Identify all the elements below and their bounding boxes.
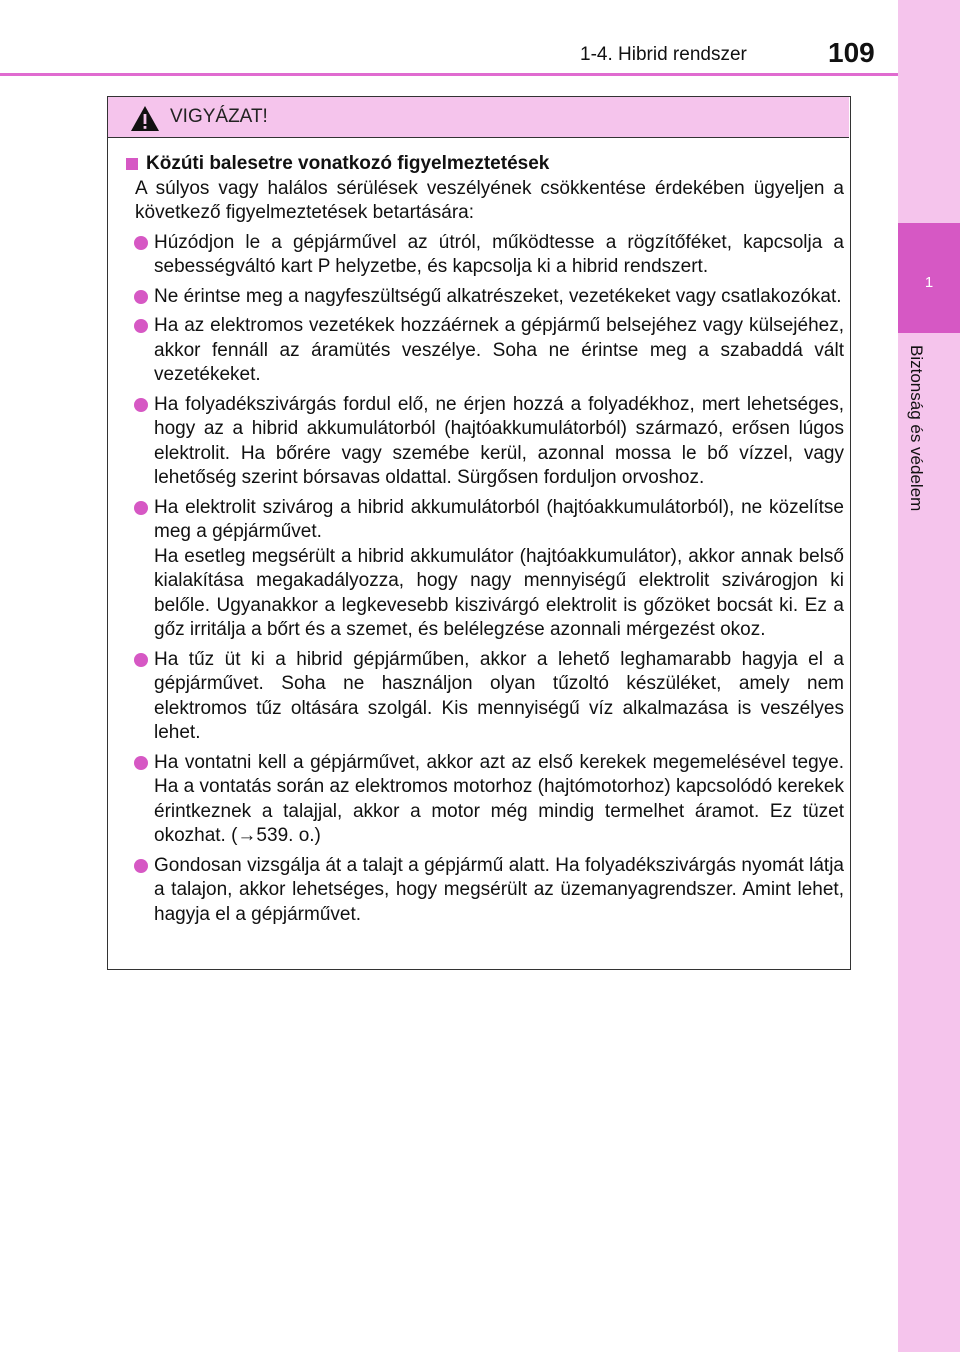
warning-bullet-item bbox=[126, 231, 844, 280]
warning-bullet-text bbox=[154, 854, 844, 928]
round-bullet-icon bbox=[134, 398, 148, 412]
warning-heading bbox=[126, 152, 844, 177]
warning-triangle-icon bbox=[130, 105, 160, 132]
warning-bullet-text bbox=[154, 314, 844, 388]
square-bullet-icon bbox=[126, 158, 138, 170]
warning-bullet-paragraph: Húzódjon le a gépjárművel az útról, működtesse a rögzítőféket, kapcsolja a sebességváltó kart P helyzetbe, és kapcsolja ki a hibrid rendszert. bbox=[154, 231, 844, 277]
warning-bullet-paragraph: Ha elektrolit szivárog a hibrid akkumulátorból (hajtóakkumulátorból), ne közelítse meg a gépjárművet. bbox=[154, 496, 844, 542]
warning-bullet-paragraph: Ha tűz üt ki a hibrid gépjárműben, akkor a lehető leghamarabb hagyja el a gépjárművet. Soha ne használjon olyan tűzoltó készüléket, amely nem elektromos tűz oltására szolgál. Kis mennyiségű víz alkalmazása is veszélyes lehet. bbox=[154, 648, 844, 743]
warning-bullet-paragraph: Ha az elektromos vezetékek hozzáérnek a gépjármű belsejéhez vagy külsejéhez, akkor fennáll az áramütés veszélye. Soha ne érintse meg a szabaddá vált vezetékeket. bbox=[154, 315, 844, 385]
section-title: 1-4. Hibrid rendszer bbox=[580, 44, 747, 65]
warning-bullet-item bbox=[126, 393, 844, 491]
warning-bullet-item bbox=[126, 751, 844, 849]
header-rule bbox=[0, 73, 898, 76]
warning-bullet-text bbox=[154, 648, 844, 746]
round-bullet-icon bbox=[134, 859, 148, 873]
warning-bullet-text bbox=[154, 496, 844, 643]
round-bullet-icon bbox=[134, 236, 148, 250]
warning-header bbox=[108, 97, 849, 138]
round-bullet-icon bbox=[134, 290, 148, 304]
warning-bullet-text bbox=[154, 751, 844, 849]
warning-bullet-list bbox=[126, 231, 844, 928]
warning-bullet-paragraph: Gondosan vizsgálja át a talajt a gépjármű alatt. Ha folyadékszivárgás nyomát látja a talajon, akkor lehetséges, hogy megsérült az üzemanyagrendszer. Amint lehet, hagyja el a gépjárművet. bbox=[154, 854, 844, 925]
chapter-title: Biztonság és védelem bbox=[907, 345, 926, 512]
warning-bullet-item bbox=[126, 285, 844, 310]
warning-bullet-paragraph: Ne érintse meg a nagyfeszültségű alkatrészeket, vezetékeket vagy csatlakozókat. bbox=[154, 285, 842, 307]
warning-bullet-item bbox=[126, 854, 844, 928]
warning-box bbox=[107, 96, 851, 970]
warning-bullet-item bbox=[126, 648, 844, 746]
warning-bullet-text bbox=[154, 393, 844, 491]
warning-bullet-item bbox=[126, 496, 844, 643]
round-bullet-icon bbox=[134, 501, 148, 515]
chapter-side-tab bbox=[898, 0, 960, 1352]
warning-bullet-paragraph: Ha esetleg megsérült a hibrid akkumulátor (hajtóakkumulátor), akkor annak belső kialakítása megakadályozza, hogy nagy mennyiségű elektrolit szivárogjon ki belőle. Ugyanakkor a legkevesebb kiszivárgó elektrolit is gőzöket bocsát ki. Ez a gőz irritálja a bőrt és a szemet, és belélegzése azonnali mérgezést okoz. bbox=[154, 545, 844, 640]
warning-bullet-item bbox=[126, 314, 844, 388]
warning-bullet-text bbox=[154, 285, 844, 310]
warning-content bbox=[126, 152, 844, 927]
round-bullet-icon bbox=[134, 319, 148, 333]
page-number: 109 bbox=[828, 37, 875, 68]
warning-bullet-paragraph: Ha vontatni kell a gépjárművet, akkor azt az első kerekek megemelésével tegye. Ha a vontatás során az elektromos motorhoz (hajtómotorhoz) kapcsolódó kerekek érintkeznek a talajjal, akkor a motor még mindig termelhet áramot. Ez tüzet okozhat. (→539. o.) bbox=[154, 751, 844, 846]
round-bullet-icon bbox=[134, 653, 148, 667]
warning-bullet-paragraph: Ha folyadékszivárgás fordul elő, ne érjen hozzá a folyadékhoz, mert lehetséges, hogy az a hibrid akkumulátorból (hajtóakkumulátorból) származó, erősen lúgos elektrolit. Ha bőrére vagy szemébe kerül, azonnal mossa le bő vízzel, vagy lehetőség szerint bórsavas oldattal. Sürgősen forduljon orvoshoz. bbox=[154, 393, 844, 488]
warning-bullet-text bbox=[154, 231, 844, 280]
round-bullet-icon bbox=[134, 756, 148, 770]
chapter-number: 1 bbox=[924, 274, 934, 291]
warning-heading-text: Közúti balesetre vonatkozó figyelmeztetések bbox=[146, 153, 550, 174]
warning-intro: A súlyos vagy halálos sérülések veszélyének csökkentése érdekében ügyeljen a következő figyelmeztetések betartására: bbox=[135, 177, 844, 223]
warning-title: VIGYÁZAT! bbox=[170, 106, 268, 127]
